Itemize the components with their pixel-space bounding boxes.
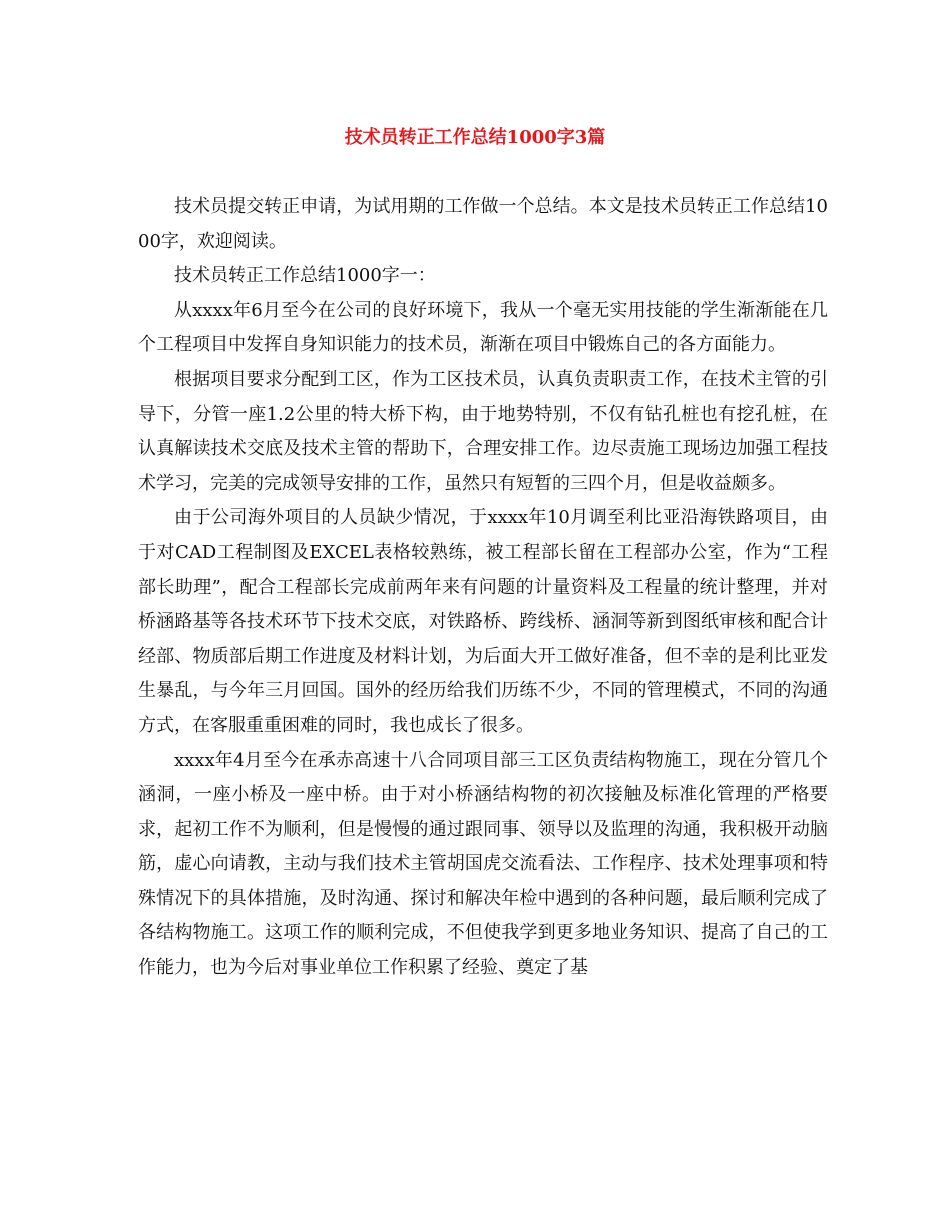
paragraph-1: 从xxxx年6月至今在公司的良好环境下，我从一个毫无实用技能的学生渐渐能在几个工程项目中发挥自身知识能力的技术员，渐渐在项目中锻炼自己的各方面能力。 xyxy=(138,299,828,356)
paragraph-2: 根据项目要求分配到工区，作为工区技术员，认真负责职责工作，在技术主管的引导下，分管一座1.2公里的特大桥下构，由于地势特别，不仅有钻孔桩也有挖孔桩，在认真解读技术交底及技术主管的帮助下，合理安排工作。边尽责施工现场边加强工程技术学习，完美的完成领导安排的工作，虽然只有短暂的三四个月，但是收益颇多。 xyxy=(138,368,828,494)
paragraph-section-heading: 技术员转正工作总结1000字一： xyxy=(174,265,436,287)
document-title: 技术员转正工作总结1000字3篇 xyxy=(344,127,606,148)
document-body xyxy=(138,190,828,986)
paragraph-3: 由于公司海外项目的人员缺少情况，于xxxx年10月调至利比亚沿海铁路项目，由于对CAD工程制图及EXCEL表格较熟练，被工程部长留在工程部办公室，作为“工程部长助理”，配合工程部长完成前两年来有问题的计量资料及工程量的统计整理，并对桥涵路基等各技术环节下技术交底，对铁路桥、跨线桥、涵洞等新到图纸审核和配合计经部、物质部后期工作进度及材料计划，为后面大开工做好准备，但不幸的是利比亚发生暴乱，与今年三月回国。国外的经历给我们历练不少，不同的管理模式，不同的沟通方式，在客服重重困难的同时，我也成长了很多。 xyxy=(138,507,828,736)
paragraph-4: xxxx年4月至今在承赤高速十八合同项目部三工区负责结构物施工，现在分管几个涵洞，一座小桥及一座中桥。由于对小桥涵结构物的初次接触及标准化管理的严格要求，起初工作不为顺利，但是慢慢的通过跟同事、领导以及监理的沟通，我积极开动脑筋，虚心向请教，主动与我们技术主管胡国虎交流看法、工作程序、技术处理事项和特殊情况下的具体措施，及时沟通、探讨和解决年检中遇到的各种问题，最后顺利完成了各结构物施工。这项工作的顺利完成，不但使我学到更多地业务知识、提高了自己的工作能力，也为今后对事业单位工作积累了经验、奠定了基 xyxy=(138,749,828,979)
paragraph-intro: 技术员提交转正申请，为试用期的工作做一个总结。本文是技术员转正工作总结1000字，欢迎阅读。 xyxy=(138,196,828,252)
